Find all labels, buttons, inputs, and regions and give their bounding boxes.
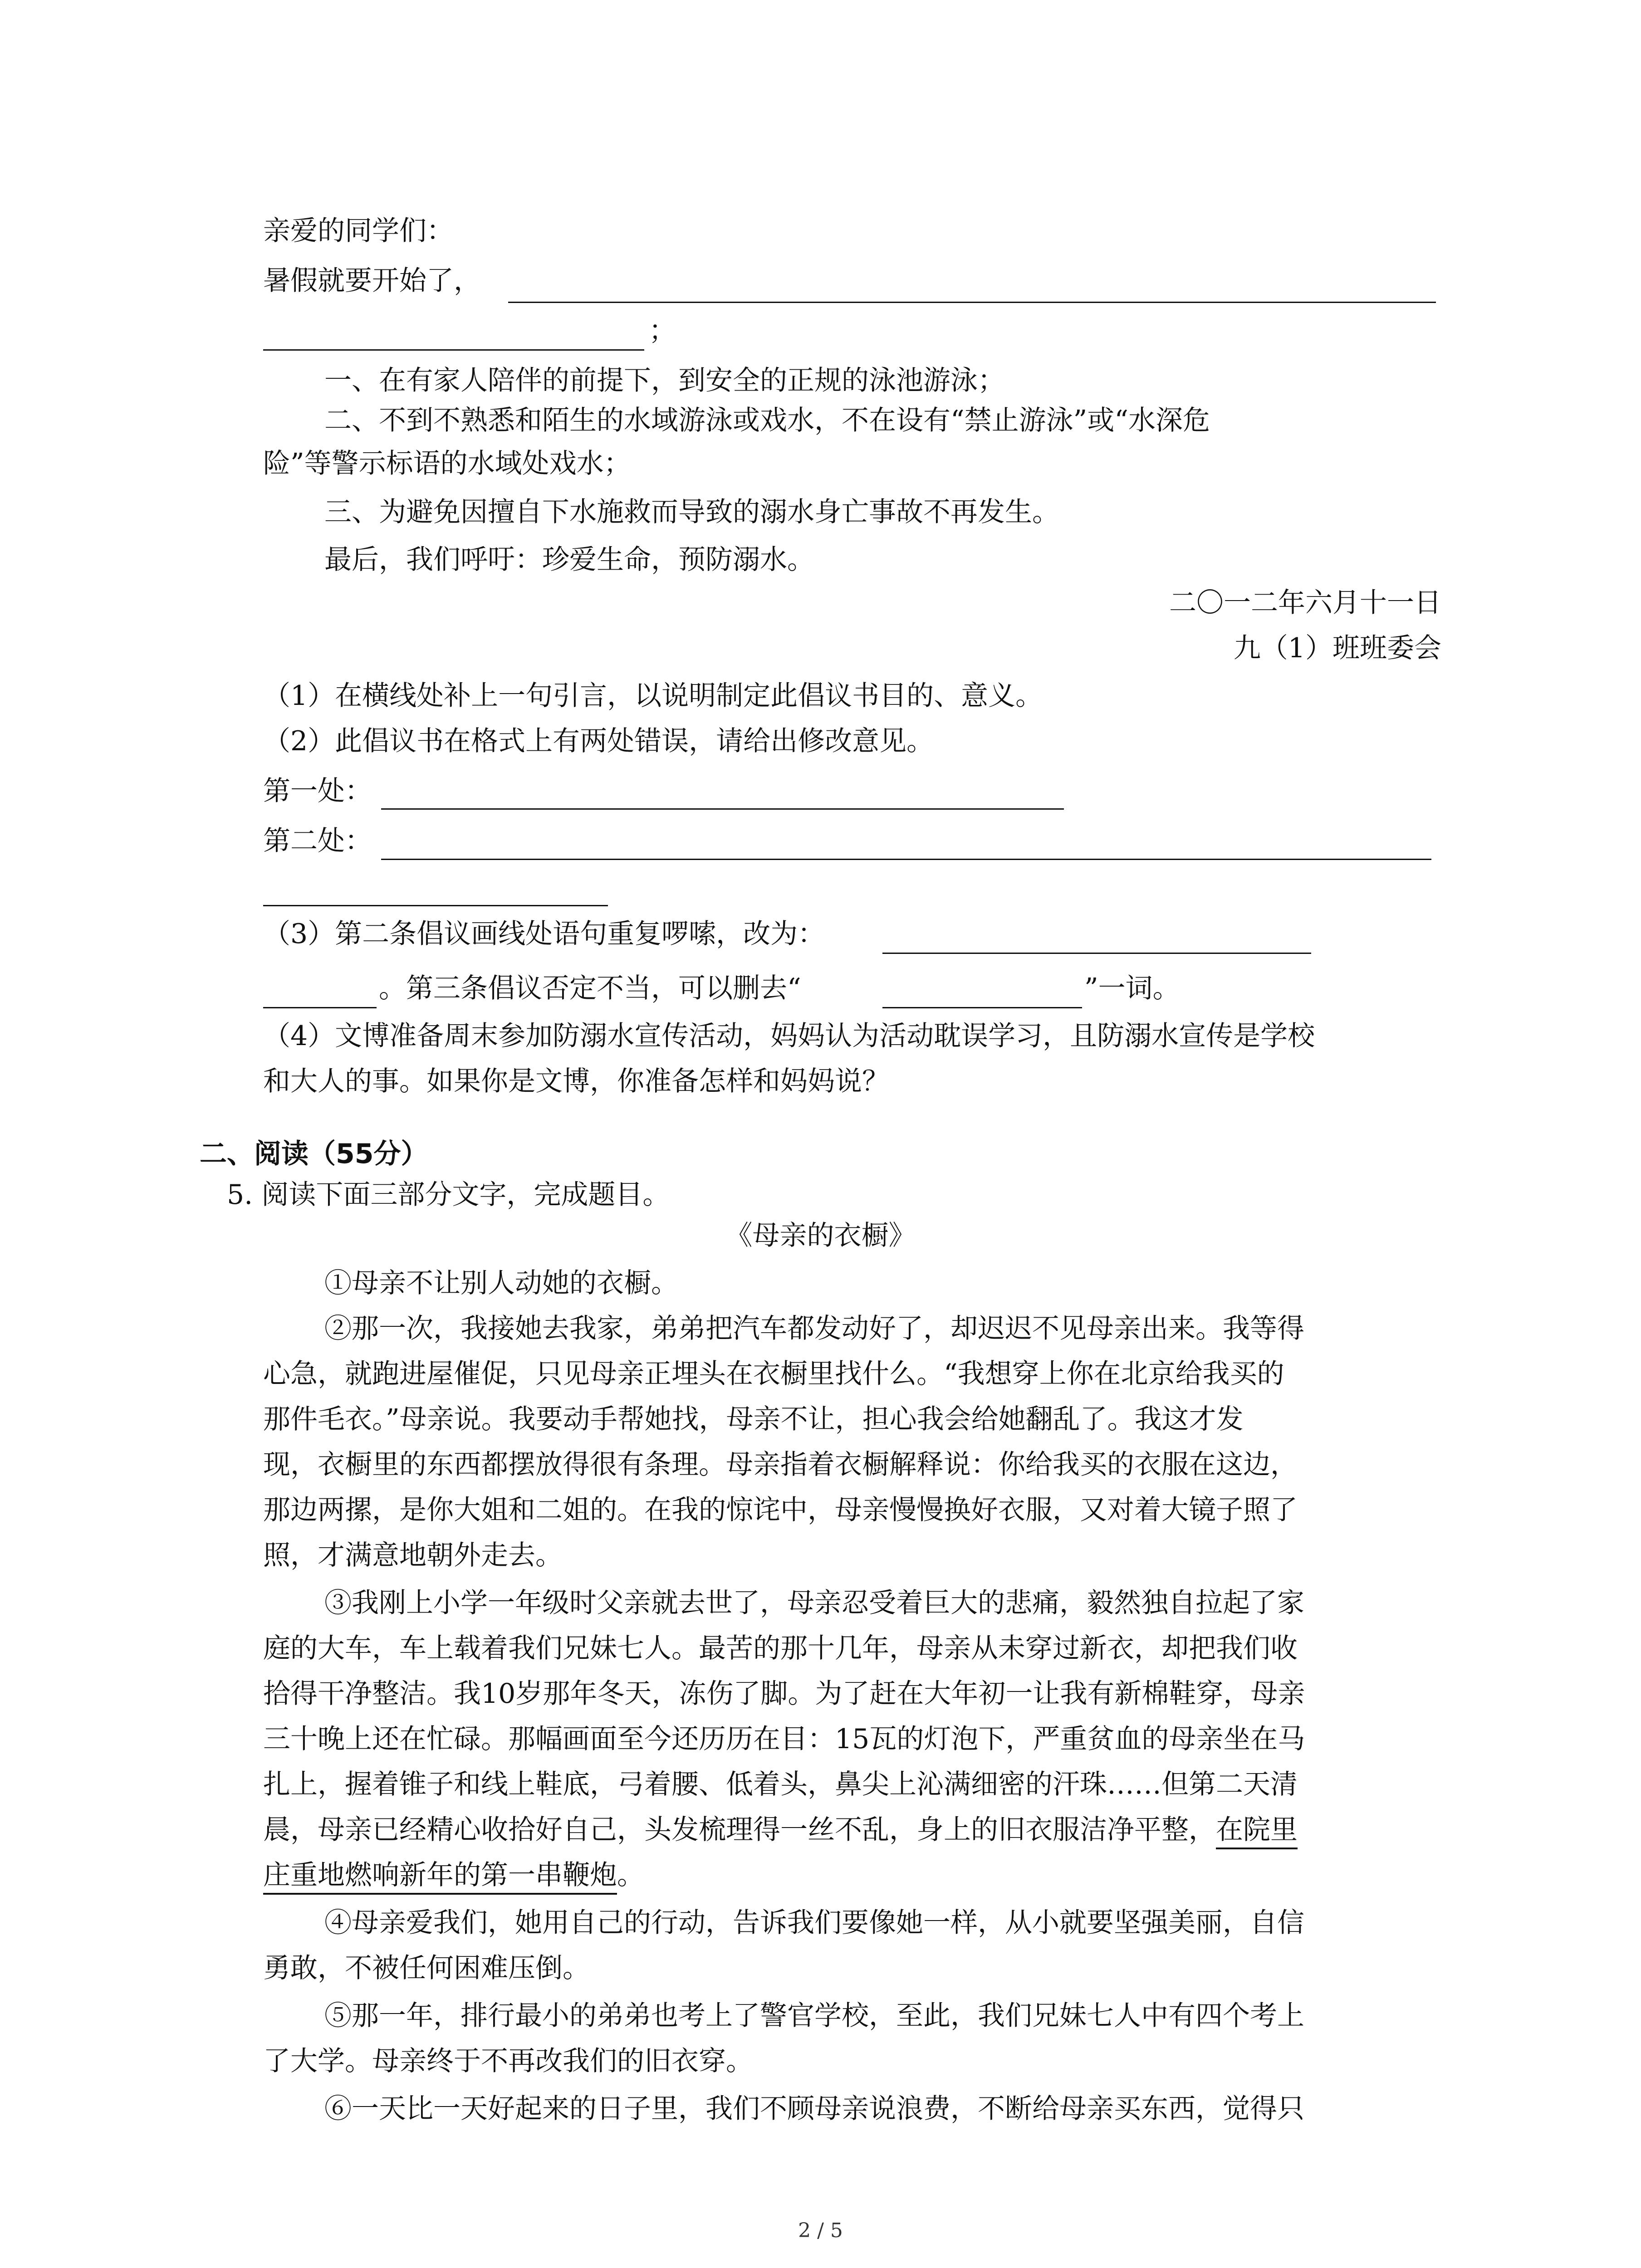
paragraph-5-line-1: ⑤那一年，排行最小的弟弟也考上了警官学校，至此，我们兄妹七人中有四个考上 <box>324 2000 1304 2032</box>
paragraph-3-line-7-period: 。 <box>617 1859 644 1891</box>
letter-semicolon: ； <box>649 315 676 347</box>
answer-blank-intro-2[interactable] <box>263 349 644 351</box>
underlined-sentence-end: 庄重地燃响新年的第一串鞭炮 <box>263 1859 617 1895</box>
question-3-part-b: 。第三条倡议否定不当，可以删去“ <box>379 973 801 1004</box>
passage-title: 《母亲的衣橱》 <box>725 1220 916 1251</box>
paragraph-2-line-4: 现，衣橱里的东西都摆放得很有条理。母亲指着衣橱解释说：你给我买的衣服在这边， <box>263 1449 1298 1481</box>
paragraph-3-line-3: 拾得干净整洁。我10岁那年冬天，冻伤了脚。为了赶在大年初一让我有新棉鞋穿，母亲 <box>263 1678 1305 1710</box>
paragraph-3-line-2: 庭的大车，车上载着我们兄妹七人。最苦的那十几年，母亲从未穿过新衣，却把我们收 <box>263 1633 1298 1664</box>
letter-item-2b: 险”等警示标语的水域处戏水； <box>263 448 631 479</box>
paragraph-4-line-2: 勇敢，不被任何困难压倒。 <box>263 1952 590 1984</box>
question-2: （2）此倡议书在格式上有两处错误，请给出修改意见。 <box>263 725 934 757</box>
answer-blank-second-place-2[interactable] <box>263 905 608 906</box>
question-5: 5. 阅读下面三部分文字，完成题目。 <box>227 1179 670 1211</box>
letter-item-3: 三、为避免因擅自下水施救而导致的溺水身亡事故不再发生。 <box>324 496 1059 528</box>
letter-item-2a: 二、不到不熟悉和陌生的水域游泳或戏水，不在设有“禁止游泳”或“水深危 <box>324 405 1210 436</box>
question-4-line-1: （4）文博准备周末参加防溺水宣传活动，妈妈认为活动耽误学习，且防溺水宣传是学校 <box>263 1020 1315 1052</box>
section-heading-reading: 二、阅读（55分） <box>200 1138 428 1170</box>
paragraph-3-line-6 <box>263 1812 1298 1848</box>
question-3-part-a: （3）第二条倡议画线处语句重复啰嗦，改为： <box>263 918 825 950</box>
second-place-label: 第二处： <box>263 825 372 857</box>
paragraph-2-line-5: 那边两摞，是你大姐和二姐的。在我的惊诧中，母亲慢慢换好衣服，又对着大镜子照了 <box>263 1494 1298 1526</box>
paragraph-1: ①母亲不让别人动她的衣橱。 <box>324 1267 678 1299</box>
page-number: 2 / 5 <box>798 2219 843 2242</box>
paragraph-3-line-7 <box>263 1857 644 1893</box>
letter-date: 二〇一二年六月十一日 <box>1169 587 1441 619</box>
paragraph-2-line-1: ②那一次，我接她去我家，弟弟把汽车都发动好了，却迟迟不见母亲出来。我等得 <box>324 1313 1304 1344</box>
answer-blank-first-place[interactable] <box>381 808 1064 810</box>
answer-blank-q3-2[interactable] <box>263 1007 377 1008</box>
first-place-label: 第一处： <box>263 775 372 807</box>
question-3-part-c: ”一词。 <box>1084 973 1180 1004</box>
answer-blank-intro-1[interactable] <box>508 302 1436 303</box>
paragraph-2-line-2: 心急，就跑进屋催促，只见母亲正埋头在衣橱里找什么。“我想穿上你在北京给我买的 <box>263 1358 1284 1390</box>
letter-closing: 最后，我们呼吁：珍爱生命，预防溺水。 <box>324 544 814 576</box>
paragraph-3-line-4: 三十晚上还在忙碌。那幅画面至今还历历在目：15瓦的灯泡下，严重贫血的母亲坐在马 <box>263 1723 1305 1755</box>
paragraph-5-line-2: 了大学。母亲终于不再改我们的旧衣穿。 <box>263 2045 753 2077</box>
underlined-sentence-start: 在院里 <box>1216 1814 1298 1849</box>
answer-blank-second-place-1[interactable] <box>381 859 1431 860</box>
letter-greeting: 亲爱的同学们： <box>263 215 454 247</box>
question-1: （1）在横线处补上一句引言，以说明制定此倡议书目的、意义。 <box>263 680 1043 712</box>
answer-blank-q3-word[interactable] <box>882 1007 1082 1008</box>
paragraph-2-line-3: 那件毛衣。”母亲说。我要动手帮她找，母亲不让，担心我会给她翻乱了。我这才发 <box>263 1403 1244 1435</box>
question-4-line-2: 和大人的事。如果你是文博，你准备怎样和妈妈说？ <box>263 1066 889 1097</box>
paragraph-2-line-6: 照，才满意地朝外走去。 <box>263 1540 563 1571</box>
answer-blank-q3-1[interactable] <box>882 953 1311 954</box>
letter-opening: 暑假就要开始了， <box>263 265 481 297</box>
paragraph-3-line-1: ③我刚上小学一年级时父亲就去世了，母亲忍受着巨大的悲痛，毅然独自拉起了家 <box>324 1587 1304 1619</box>
paragraph-4-line-1: ④母亲爱我们，她用自己的行动，告诉我们要像她一样，从小就要坚强美丽，自信 <box>324 1907 1304 1939</box>
paragraph-3-line-6-text: 晨，母亲已经精心收拾好自己，头发梳理得一丝不乱，身上的旧衣服洁净平整， <box>263 1814 1216 1846</box>
letter-signature: 九（1）班班委会 <box>1233 632 1441 664</box>
paragraph-6-line-1: ⑥一天比一天好起来的日子里，我们不顾母亲说浪费，不断给母亲买东西，觉得只 <box>324 2093 1304 2125</box>
letter-item-1: 一、在有家人陪伴的前提下，到安全的正规的泳池游泳； <box>324 365 1005 396</box>
paragraph-3-line-5: 扎上，握着锥子和线上鞋底，弓着腰、低着头，鼻尖上沁满细密的汗珠……但第二天清 <box>263 1769 1298 1800</box>
